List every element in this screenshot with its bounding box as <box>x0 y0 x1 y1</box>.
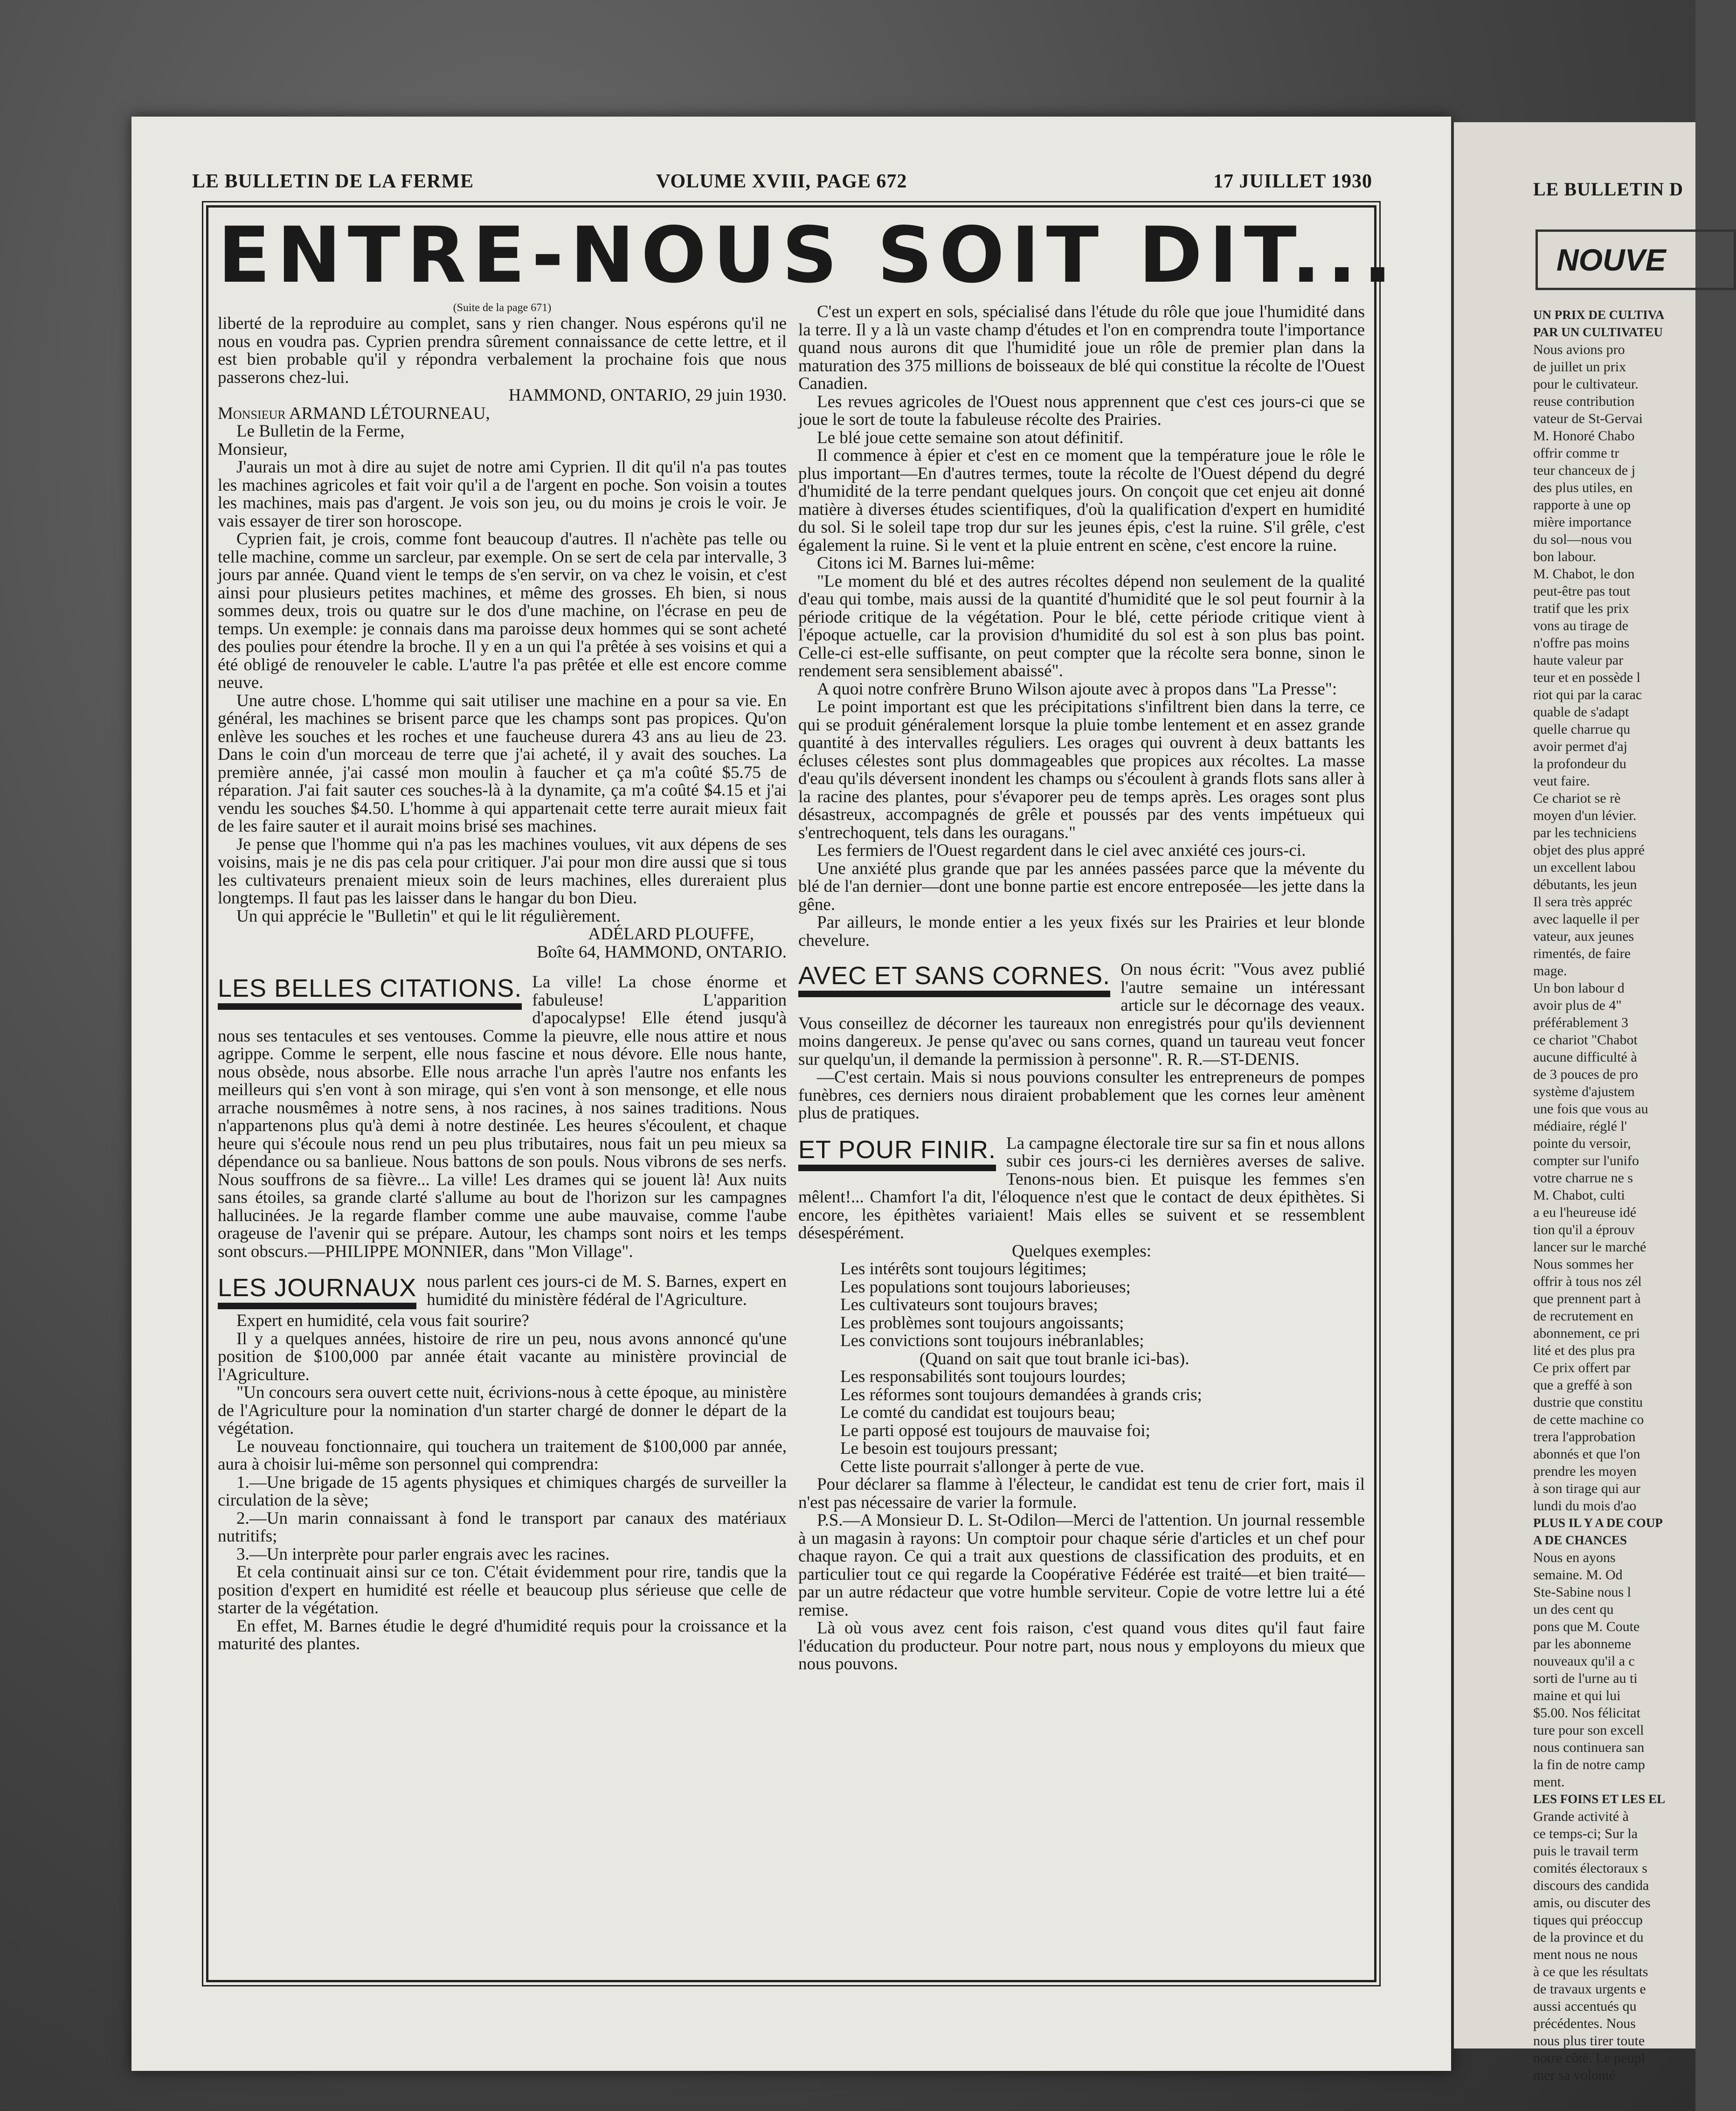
adjacent-text-line: riot qui par la carac <box>1533 687 1642 702</box>
adjacent-text-line: à son tirage qui aur <box>1533 1481 1640 1496</box>
adjacent-text-line: système d'ajustem <box>1533 1084 1635 1099</box>
finir-paragraph: Là où vous avez cent fois raison, c'est quand vous dites qu'il faut faire l'éducation du producteur. Pour notre part, nous nous y employons du mieux que nous pouvons. <box>798 1618 1365 1674</box>
adjacent-text-line: du sol—nous vou <box>1533 532 1632 547</box>
letter-paragraph: Un qui apprécie le "Bulletin" et qui le lit régulièrement. <box>236 906 621 926</box>
cornes-heading-text: AVEC ET SANS CORNES. <box>798 962 1111 990</box>
heading-rule <box>218 1003 522 1010</box>
example-item: Les intérêts sont toujours légitimes; <box>840 1259 1087 1278</box>
adjacent-title-box <box>1535 229 1736 290</box>
adjacent-text-line: aussi accentués qu <box>1533 1999 1637 2014</box>
examples-label: Quelques exemples: <box>1012 1241 1151 1261</box>
adjacent-text-line: aucune difficulté à <box>1533 1049 1637 1065</box>
letter-salutation: Monsieur, <box>218 439 288 459</box>
adjacent-text-line: à ce que les résultats <box>1533 1964 1648 1979</box>
example-item: Les cultivateurs sont toujours braves; <box>840 1295 1098 1314</box>
adjacent-text-line: Un bon labour d <box>1533 980 1625 996</box>
adjacent-text-line: moyen d'un lévier. <box>1533 808 1637 823</box>
column-paragraph: Une anxiété plus grande que par les années passées parce que la mévente du blé de l'an dernier—dont une bonne partie est encore entreposée—les jette dans la gêne. <box>798 859 1365 914</box>
adjacent-text-line: rapporte à une op <box>1533 497 1631 513</box>
letter-paragraph: J'aurais un mot à dire au sujet de notre ami Cyprien. Il dit qu'il n'a pas toutes les machines agricoles et fait voir qu'il a de l'argent en poche. Son voisin a toutes les machines, mais pas d'argent. Je vois son jeu, ou du moins je crois le voir. Je vais essayer de tirer son horoscope. <box>218 458 787 531</box>
adjacent-text-line: discours des candida <box>1533 1878 1649 1893</box>
letter-signature-address: Boîte 64, HAMMOND, ONTARIO. <box>537 942 787 962</box>
column-paragraph: C'est un expert en sols, spécialisé dans l'étude du rôle que joue l'humidité dans la terre. Il y a là un vaste champ d'études et l'on en comprendra toute l'importance quand nous aurons dit que l'humidité joue un rôle de premier plan dans la maturation des 375 millions de boisseaux de blé qui constitue la récolte de l'Ouest Canadien. <box>798 302 1365 393</box>
citations-heading-text: LES BELLES CITATIONS. <box>218 974 522 1002</box>
adjacent-text-line: PAR UN CULTIVATEU <box>1533 325 1663 339</box>
finir-section <box>798 1135 1365 1674</box>
banner-title: ENTRE-NOUS SOIT DIT... <box>218 210 1399 300</box>
adjacent-title: NOUVE <box>1556 243 1666 277</box>
adjacent-text-line: de la province et du <box>1533 1930 1644 1945</box>
example-item: Les réformes sont toujours demandées à grands cris; <box>840 1385 1202 1404</box>
citations-heading <box>218 975 522 1010</box>
adjacent-text-line: quelle charrue qu <box>1533 722 1631 737</box>
adjacent-text-line: UN PRIX DE CULTIVA <box>1533 308 1665 322</box>
adjacent-text-line: vateur, aux jeunes <box>1533 929 1634 944</box>
journaux-paragraph: Et cela continuait ainsi sur ce ton. C'était évidemment pour rire, tandis que la position d'expert en humidité est réelle et beaucoup plus sérieuse que celle de starter de la végétation. <box>218 1562 787 1618</box>
column-paragraph: Le point important est que les précipitations s'infiltrent bien dans la terre, ce qui se produit généralement lorsque la pluie tombe lentement et en assez grande quantité à des intervalles réguliers. Les orages qui ouvrent à deux battants les écluses célestes sont plus dommageables que propices aux récoltes. La masse d'eau qu'ils déversent inondent les champs ou s'écoulent à grands flots sans aller à la racine des plantes, pour s'évaporer peu de temps après. Les orages sont plus désastreux, accompagnés de grêle et poussés par des vents impétueux qui s'entrechoquent, tels dans les ouragans." <box>798 697 1365 842</box>
adjacent-text-line: pons que M. Coute <box>1533 1619 1640 1634</box>
adjacent-text-line: veut faire. <box>1533 773 1590 789</box>
adjacent-running-head: LE BULLETIN D <box>1533 179 1683 200</box>
adjacent-text-line: ce chariot "Chabot <box>1533 1032 1638 1048</box>
letter-paragraph: Je pense que l'homme qui n'a pas les machines voulues, vit aux dépens de ses voisins, mais je ne dis pas cela pour critiquer. J'ai pour mon dire aussi que si tous les cultivateurs prenaient mieux soin de leurs machines, elles dureraient plus longtemps. Il faut pas les laisser dans le hangar du bon Dieu. <box>218 834 787 908</box>
adjacent-text-line: vateur de St-Gervai <box>1533 411 1643 426</box>
adjacent-text-line: n'offre pas moins <box>1533 635 1630 651</box>
adjacent-text-line: $5.00. Nos félicitat <box>1533 1705 1640 1721</box>
adjacent-text-line: mer sa volonté <box>1533 2068 1616 2083</box>
letter-addressee: Monsieur ARMAND LÉTOURNEAU, <box>218 403 490 423</box>
adjacent-text-line: teur et en possède l <box>1533 670 1640 685</box>
adjacent-text-line: de cette machine co <box>1533 1412 1644 1427</box>
adjacent-text-line: sorti de l'urne au ti <box>1533 1671 1638 1686</box>
journaux-paragraph: Le nouveau fonctionnaire, qui touchera un traitement de $100,000 par année, aura à choisir lui-même son personnel qui comprendra: <box>218 1437 787 1474</box>
journaux-paragraph: Expert en humidité, cela vous fait sourire? <box>236 1311 529 1330</box>
letter-dateline: HAMMOND, ONTARIO, 29 juin 1930. <box>508 386 787 405</box>
letter-publication: Le Bulletin de la Ferme, <box>236 422 405 441</box>
adjacent-text-line: abonnement, ce pri <box>1533 1326 1640 1341</box>
adjacent-text-line: tiques qui préoccup <box>1533 1912 1643 1928</box>
column-paragraph: Les fermiers de l'Ouest regardent dans le ciel avec anxiété ces jours-ci. <box>817 841 1306 860</box>
adjacent-text-line: rimentés, de faire <box>1533 946 1631 961</box>
example-item: (Quand on sait que tout branle ici-bas). <box>920 1349 1190 1368</box>
article-frame <box>206 205 1399 1982</box>
adjacent-text-line: nouveaux qu'il a c <box>1533 1653 1635 1669</box>
adjacent-text-line: lundi du mois d'ao <box>1533 1498 1637 1514</box>
journaux-paragraph: Il y a quelques années, histoire de rire un peu, nous avons annoncé qu'une position de $100,000 par année était vacante au ministère provincial de l'Agriculture. <box>218 1329 787 1384</box>
adjacent-text-line: quable de s'adapt <box>1533 704 1629 720</box>
adjacent-text-line: précédentes. Nous <box>1533 2016 1636 2031</box>
adjacent-text-line: Il sera très appréc <box>1533 894 1632 910</box>
letter-signature: ADÉLARD PLOUFFE, <box>588 924 754 944</box>
adjacent-text-line: par les abonneme <box>1533 1636 1631 1652</box>
adjacent-text-line: un des cent qu <box>1533 1602 1614 1617</box>
adjacent-text-line: offrir comme tr <box>1533 445 1619 461</box>
finir-heading-text: ET POUR FINIR. <box>798 1135 996 1164</box>
continuation-note: (Suite de la page 671) <box>453 302 552 314</box>
adjacent-text-line: LES FOINS ET LES EL <box>1533 1792 1666 1806</box>
adjacent-text-line: tratif que les prix <box>1533 601 1629 616</box>
cornes-section <box>798 961 1365 1123</box>
adjacent-text-line: débutants, les jeun <box>1533 877 1637 892</box>
example-item: Cette liste pourrait s'allonger à perte de vue. <box>840 1457 1144 1476</box>
adjacent-text-line: comités électoraux s <box>1533 1861 1647 1876</box>
heading-rule <box>798 1165 996 1171</box>
adjacent-text-line: ture pour son excell <box>1533 1722 1644 1738</box>
journaux-heading <box>218 1275 416 1309</box>
finir-paragraph: P.S.—A Monsieur D. L. St-Odilon—Merci de l'attention. Un journal ressemble à un magasin à rayons: Un comptoir pour chaque série d'articles et un chef pour chaque rayon. Ce qui a trait aux questions de classification des produits, et en particulier tout ce qui regarde la Coopérative Fédérée est traité—et bien traité—par un autre rédacteur que votre humble serviteur. Copie de votre lettre lui a été remise. <box>798 1511 1365 1620</box>
adjacent-text-line: amis, ou discuter des <box>1533 1895 1651 1910</box>
column-paragraph: Les revues agricoles de l'Ouest nous apprennent que c'est ces jours-ci que se joue le sort de toute la fabuleuse récolte des Prairies. <box>798 392 1365 429</box>
adjacent-text-line: mière importance <box>1533 514 1632 530</box>
letter-paragraph: Une autre chose. L'homme qui sait utiliser une machine en a pour sa vie. En général, les machines se brisent parce que les champs sont pas propices. Qu'on enlève les souches et les roches et une faucheuse durera 43 ans au lieu de 23. Dans le coin d'un morceau de terre que j'ai acheté, il y avait des souches. La première année, j'ai cassé mon moulin à faucher et ça m'a coûté $5.75 de réparation. J'ai fait sauter ces souches-là à la dynamite, ça m'a coûté $4.15 et j'ai vendu les souches $4.50. L'homme à qui appartenait cette terre aurait mieux fait de les faire sauter et il aurait moins brisé ses machines. <box>218 691 787 836</box>
adjacent-text-line: M. Chabot, culti <box>1533 1187 1625 1203</box>
journaux-section <box>218 1273 787 1653</box>
adjacent-text-line: abonnés et que l'on <box>1533 1446 1640 1462</box>
adjacent-text-line: ment. <box>1533 1774 1565 1790</box>
finir-paragraph: Pour déclarer sa flamme à l'électeur, le candidat est tenu de crier fort, mais il n'est pas nécessaire de varier la formule. <box>798 1475 1365 1512</box>
adjacent-text-line: objet des plus appré <box>1533 842 1645 858</box>
adjacent-text-line: A DE CHANCES <box>1533 1533 1627 1547</box>
adjacent-text-line: avoir plus de 4" <box>1533 998 1622 1013</box>
adjacent-text-line: la profondeur du <box>1533 756 1626 771</box>
adjacent-text-line: dustrie que constitu <box>1533 1395 1643 1410</box>
adjacent-text-line: offrir à tous nos zél <box>1533 1274 1642 1289</box>
adjacent-text-line: puis le travail term <box>1533 1843 1639 1859</box>
citations-text: La ville! La chose énorme et fabuleuse! L'apparition d'apocalypse! Elle étend jusqu'à nous ses tentacules et ses ventouses. Comme la pieuvre, elle nous attire et nous agrippe. Comme le serpent, elle nous fascine et nous dévore. Elle nous hante, nous obsède, nous absorbe. Elle nous arrache l'un après l'autre nos enfants les meilleurs qui s'en vont à son mirage, qui s'en vont à son mensonge, et elle nous arrache nousmêmes à notre sens, à nos racines, à nos saines traditions. Nous n'appartenons plus qu'à demi à notre destinée. Les heures s'écoulent, et chaque heure qui s'écoule nous rend un peu plus tributaires, nous fait un peu mieux sa dépendance ou sa banlieue. Nous battons de son pouls. Nous vibrons de ses nerfs. Nous souffrons de sa fièvre... La ville! Les drames qui se jouent là! Aux nuits sans étoiles, sa grande clarté s'allume au bout de l'horizon sur les campagnes hallucinées. Je la regarde flamber comme une aube mauvaise, comme l'aube orageuse de l'avenir qui se prépare. Autour, les champs sont noirs et les temps sont obscurs.—PHILIPPE MONNIER, dans "Mon Village". <box>218 972 787 1261</box>
adjacent-text-line: nous plus tirer toute <box>1533 2033 1645 2049</box>
example-item: Les convictions sont toujours inébranlables; <box>840 1331 1144 1350</box>
adjacent-text-line: par les techniciens <box>1533 825 1637 840</box>
adjacent-text-line: peut-être pas tout <box>1533 583 1631 599</box>
adjacent-text-line: de travaux urgents e <box>1533 1981 1646 1997</box>
example-item: Le parti opposé est toujours de mauvaise foi; <box>840 1421 1150 1440</box>
adjacent-page <box>1454 122 1695 2083</box>
example-item: Le comté du candidat est toujours beau; <box>840 1403 1115 1422</box>
adjacent-text-line: avec laquelle il per <box>1533 911 1639 927</box>
adjacent-text-line: ment nous ne nous <box>1533 1947 1638 1962</box>
adjacent-text-line: Nous avions pro <box>1533 342 1625 357</box>
journaux-paragraph: 2.—Un marin connaissant à fond le transport par canaux des matériaux nutritifs; <box>218 1508 787 1546</box>
adjacent-text-line: pointe du versoir, <box>1533 1136 1631 1151</box>
adjacent-text-line: la fin de notre camp <box>1533 1757 1645 1772</box>
adjacent-text-line: de recrutement en <box>1533 1308 1633 1324</box>
adjacent-text-line: un excellent labou <box>1533 860 1636 875</box>
adjacent-text-line: Nous en ayons <box>1533 1550 1616 1565</box>
adjacent-text-line: des plus utiles, en <box>1533 480 1633 495</box>
adjacent-text-line: M. Chabot, le don <box>1533 566 1635 582</box>
adjacent-text-line: PLUS IL Y A DE COUP <box>1533 1516 1663 1530</box>
heading-rule <box>798 991 1110 997</box>
adjacent-text-line: tion qu'il a éprouv <box>1533 1222 1635 1237</box>
letter-intro: liberté de la reproduire au complet, sans y rien changer. Nous espérons qu'il ne nous en voudra pas. Cyprien prendra sûrement connaissance de cette lettre, et il est bien probable qu'il y répondra verbalement la prochaine fois que nous passerons chez-lui. <box>218 314 787 387</box>
journaux-paragraph: 1.—Une brigade de 15 agents physiques et chimiques chargés de surveiller la circulation de la sève; <box>218 1472 787 1510</box>
adjacent-text-line: Grande activité à <box>1533 1809 1629 1824</box>
adjacent-text-line: bon labour. <box>1533 549 1596 564</box>
newspaper-page <box>131 117 1451 2071</box>
cornes-text: On nous écrit: "Vous avez publié l'autre semaine un intéressant article sur le décornage des veaux. Vous conseillez de décorner les taureaux non enregistrés pour qu'ils deviennent moins dangereux. Je pense qu'avec ou sans cornes, quand un taureau veut foncer sur quelqu'un, il demande la permission à personne". R. R.—ST-DENIS. <box>798 960 1365 1069</box>
example-item: Les problèmes sont toujours angoissants; <box>840 1313 1124 1333</box>
adjacent-text-line: Ce prix offert par <box>1533 1360 1631 1375</box>
adjacent-text-line: avoir permet d'aj <box>1533 739 1627 754</box>
column-paragraph: "Le moment du blé et des autres récoltes dépend non seulement de la qualité d'eau qui tombe, mais aussi de la quantité d'humidité que le sol peut fournir à la période critique de la végétation. Pour le blé, cette période critique vient à l'époque actuelle, car la provision d'humidité du sol est à son plus bas point. Celle-ci est-elle suffisante, on peut compter que la récolte sera bonne, sinon le rendement sera sensiblement abaissé". <box>798 571 1365 681</box>
adjacent-text-line: préférablement 3 <box>1533 1015 1629 1030</box>
adjacent-text-line: Ce chariot se rè <box>1533 791 1621 806</box>
running-head-right: 17 JUILLET 1930 <box>1213 171 1372 192</box>
journaux-paragraph: En effet, M. Barnes étudie le degré d'humidité requis pour la croissance et la maturité des plantes. <box>218 1616 787 1653</box>
adjacent-text-line: que a greffé à son <box>1533 1377 1632 1393</box>
cornes-reply: —C'est certain. Mais si nous pouvions consulter les entrepreneurs de pompes funèbres, ces derniers nous diraient probablement que les cornes leur amènent plus de pratiques. <box>798 1068 1365 1123</box>
adjacent-column <box>1533 306 1701 2084</box>
adjacent-text-line: une fois que vous au <box>1533 1101 1648 1117</box>
column-paragraph: Il commence à épier et c'est en ce moment que la température joue le rôle le plus important—En d'autres termes, toute la récolte de l'Ouest dépend du degré d'humidité de la terre pendant quelques jours. On conçoit que cet enjeu ait donné matière à diverses études scientifiques, d'où la qualification d'expert en humidité du sol. Si le soleil tape trop dur sur les jeunes épis, c'est la ruine. S'il grêle, c'est également la ruine. Si le vent et la pluie entrent en scène, c'est encore la ruine. <box>798 446 1365 555</box>
adjacent-text-line: lité et des plus pra <box>1533 1343 1635 1358</box>
finir-heading <box>798 1137 996 1171</box>
adjacent-text-line: teur chanceux de j <box>1533 463 1636 478</box>
adjacent-text-line: reuse contribution <box>1533 394 1635 409</box>
cornes-heading <box>798 963 1110 997</box>
adjacent-text-line: que prennent part à <box>1533 1291 1641 1306</box>
adjacent-text-line: prendre les moyen <box>1533 1464 1637 1479</box>
adjacent-text-line: M. Honoré Chabo <box>1533 428 1635 444</box>
examples-list <box>798 1260 1365 1476</box>
column-paragraph: Par ailleurs, le monde entier a les yeux fixés sur les Prairies et leur blonde chevelure. <box>798 913 1365 950</box>
journaux-lead: nous parlent ces jours-ci de M. S. Barnes, expert en humidité du ministère fédéral de l'Agriculture. <box>427 1272 787 1309</box>
adjacent-text-line: lancer sur le marché <box>1533 1239 1646 1255</box>
adjacent-text-line: maine et qui lui <box>1533 1688 1621 1703</box>
left-column <box>218 301 787 1653</box>
adjacent-text-line: pour le cultivateur. <box>1533 376 1639 392</box>
journaux-paragraph: 3.—Un interprète pour parler engrais avec les racines. <box>236 1544 610 1564</box>
running-head-center: VOLUME XVIII, PAGE 672 <box>656 171 907 192</box>
running-head-left: LE BULLETIN DE LA FERME <box>192 171 474 192</box>
adjacent-text-line: haute valeur par <box>1533 653 1624 668</box>
adjacent-text-line: ce temps-ci; Sur la <box>1533 1826 1638 1841</box>
finir-text: La campagne électorale tire sur sa fin et nous allons subir ces jours-ci les dernières averses de salive. Tenons-nous bien. Et puisque les femmes s'en mêlent!... Chamfort l'a dit, l'éloquence n'est que le contact de deux épithètes. Si encore, les épithètes variaient! Mais elles se suivent et se ressemblent désespérément. <box>798 1133 1365 1243</box>
column-paragraph: Le blé joue cette semaine son atout définitif. <box>817 428 1124 447</box>
column-paragraph: Citons ici M. Barnes lui-même: <box>817 554 1035 573</box>
adjacent-text-line: trera l'approbation <box>1533 1429 1636 1444</box>
adjacent-text-line: vons au tirage de <box>1533 618 1629 633</box>
heading-rule <box>218 1303 416 1309</box>
adjacent-text-line: a eu l'heureuse idé <box>1533 1205 1637 1220</box>
adjacent-text-line: notre côté. Le peupl <box>1533 2050 1645 2066</box>
citations-section <box>218 973 787 1261</box>
journaux-paragraph: "Un concours sera ouvert cette nuit, écrivions-nous à cette époque, au ministère de l'Agriculture pour la nomination d'un starter chargé de donner le départ de la végétation. <box>218 1383 787 1438</box>
adjacent-text-line: Nous sommes her <box>1533 1257 1633 1272</box>
adjacent-text-line: de juillet un prix <box>1533 359 1626 375</box>
adjacent-text-line: votre charrue ne s <box>1533 1170 1633 1186</box>
example-item: Le besoin est toujours pressant; <box>840 1439 1058 1458</box>
column-paragraph: A quoi notre confrère Bruno Wilson ajoute avec à propos dans "La Presse": <box>817 679 1337 699</box>
example-item: Les responsabilités sont toujours lourdes; <box>840 1367 1126 1386</box>
journaux-heading-text: LES JOURNAUX <box>218 1274 417 1302</box>
adjacent-text-line: médiaire, réglé l' <box>1533 1118 1627 1134</box>
adjacent-text-line: de 3 pouces de pro <box>1533 1067 1638 1082</box>
example-item: Les populations sont toujours laborieuses; <box>840 1277 1131 1297</box>
adjacent-text-line: Ste-Sabine nous l <box>1533 1584 1631 1600</box>
adjacent-text-line: mage. <box>1533 963 1567 979</box>
adjacent-text-line: nous continuera san <box>1533 1740 1645 1755</box>
adjacent-text-line: compter sur l'unifo <box>1533 1153 1639 1168</box>
adjacent-text-line: semaine. M. Od <box>1533 1567 1623 1583</box>
right-column <box>798 303 1365 1674</box>
letter-paragraph: Cyprien fait, je crois, comme font beaucoup d'autres. Il n'achète pas telle ou telle machine, comme un sarcleur, par exemple. On se sert de cela par intervalle, 3 jours par année. Quand vient le temps de s'en servir, on va chez le voisin, et c'est ainsi pour plusieurs petites machines, et même des grosses. Eh bien, si nous sommes deux, trois ou quatre sur le dos d'une machine, on l'écrase en peu de temps. Un exemple: je connais dans ma paroisse deux hommes qui se sont acheté des poulies pour étendre la broche. Il y en a un qui l'a prêtée à ses voisins et qui a été obligé de renouveler le cable. L'autre l'a pas prêtée et elle est encore comme neuve. <box>218 529 787 692</box>
